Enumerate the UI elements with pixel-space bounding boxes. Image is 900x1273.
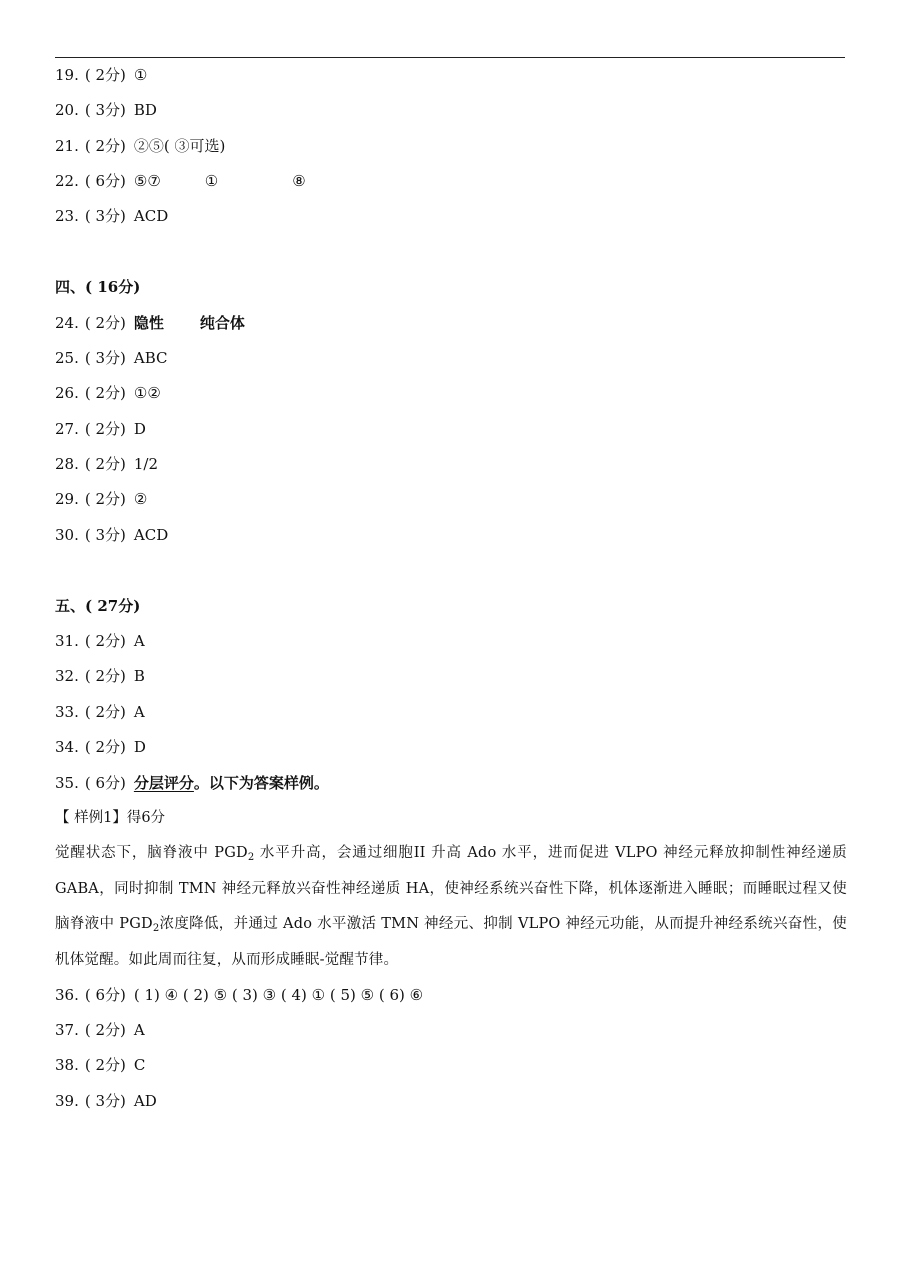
answer: 隐性 <box>133 314 164 332</box>
answer: D <box>133 738 146 756</box>
answer-26 <box>55 383 161 403</box>
answer-29 <box>55 489 147 509</box>
answer: ⑤⑦ <box>133 172 161 190</box>
answer: ABC <box>133 349 168 367</box>
sample-text-part-2: 水平升高，会通过细胞II 升高 Ado 水平，进而促进 VLPO 神经元释放抑制性神经递质 GABA，同时抑制 TMN 神经元释放兴奋性神经递质 HA，使神经系统兴奋性下降，机体逐渐进入睡眠；而睡眠过程又使脑脊液中 PGD <box>55 845 847 932</box>
question-number: 35. <box>55 774 79 792</box>
points: ( 3分) <box>84 1092 126 1110</box>
answer: 1/2 <box>133 455 159 473</box>
sample-label: 【 样例1】得6分 <box>55 810 166 826</box>
answer-20 <box>55 100 157 120</box>
points: ( 6分) <box>84 172 126 190</box>
answer-27 <box>55 419 146 439</box>
answer-21 <box>55 136 225 156</box>
question-number: 33. <box>55 703 79 721</box>
answer-blank-3: ⑧ <box>292 172 306 190</box>
points: ( 2分) <box>84 384 126 402</box>
answer-19 <box>55 65 147 85</box>
answer: ② <box>133 490 148 508</box>
points: ( 2分) <box>84 1021 126 1039</box>
question-number: 25. <box>55 349 79 367</box>
answer-28 <box>55 454 158 474</box>
answer-38 <box>55 1055 145 1075</box>
answer-blank-2: 纯合体 <box>199 314 245 332</box>
question-number: 29. <box>55 490 79 508</box>
answer: A <box>133 703 145 721</box>
answer-33 <box>55 702 145 722</box>
question-number: 36. <box>55 986 79 1004</box>
question-number: 38. <box>55 1056 79 1074</box>
answer-39 <box>55 1091 157 1111</box>
answer-blank-2: ① <box>204 172 219 190</box>
points: ( 2分) <box>84 420 126 438</box>
answer: ①② <box>133 384 161 402</box>
answer: ① <box>133 66 148 84</box>
subscript: 2 <box>152 923 160 934</box>
answer-22 <box>55 171 306 191</box>
answer-32 <box>55 666 145 686</box>
question-number: 37. <box>55 1021 79 1039</box>
answer-36 <box>55 985 423 1005</box>
question-number: 31. <box>55 632 79 650</box>
points: ( 2分) <box>84 66 126 84</box>
question-number: 30. <box>55 526 79 544</box>
subscript: 2 <box>247 852 255 863</box>
question-number: 28. <box>55 455 79 473</box>
top-rule <box>55 57 845 58</box>
points: ( 6分) <box>84 986 126 1004</box>
scoring-method: 分层评分 <box>133 774 194 792</box>
section-4-heading: 四、( 16分) <box>55 278 141 296</box>
scoring-note: 。以下为答案样例。 <box>193 774 329 792</box>
points: ( 2分) <box>84 137 126 155</box>
answer-25 <box>55 348 168 368</box>
answer: A <box>133 1021 145 1039</box>
question-number: 27. <box>55 420 79 438</box>
question-number: 24. <box>55 314 79 332</box>
answer: A <box>133 632 145 650</box>
question-number: 20. <box>55 101 79 119</box>
question-number: 39. <box>55 1092 79 1110</box>
answer: AD <box>133 1092 157 1110</box>
points: ( 2分) <box>84 703 126 721</box>
points: ( 6分) <box>84 774 126 792</box>
answer: C <box>133 1056 146 1074</box>
question-number: 21. <box>55 137 79 155</box>
answer-35 <box>55 773 329 793</box>
answer: BD <box>133 101 157 119</box>
question-number: 23. <box>55 207 79 225</box>
section-5-heading: 五、( 27分) <box>55 597 141 615</box>
points: ( 2分) <box>84 738 126 756</box>
answer-34 <box>55 737 146 757</box>
question-number: 32. <box>55 667 79 685</box>
answer-23 <box>55 206 168 226</box>
sample-text-part-1: 觉醒状态下，脑脊液中 PGD <box>55 845 248 861</box>
points: ( 2分) <box>84 455 126 473</box>
answer-24 <box>55 313 245 333</box>
points: ( 2分) <box>84 490 126 508</box>
sample-text-part-3: 浓度降低，并通过 Ado 水平激活 TMN 神经元、抑制 VLPO 神经元功能，从而提升神经系统兴奋性，使机体觉醒。如此周而往复，从而形成睡眠-觉醒节律。 <box>55 916 847 968</box>
points: ( 2分) <box>84 314 126 332</box>
answer: ACD <box>133 207 169 225</box>
points: ( 3分) <box>84 526 126 544</box>
points: ( 3分) <box>84 207 126 225</box>
points: ( 2分) <box>84 632 126 650</box>
answer: D <box>133 420 146 438</box>
question-number: 22. <box>55 172 79 190</box>
answer: ACD <box>133 526 169 544</box>
question-number: 19. <box>55 66 79 84</box>
points: ( 3分) <box>84 101 126 119</box>
question-number: 26. <box>55 384 79 402</box>
sample-answer-text <box>55 836 847 978</box>
points: ( 2分) <box>84 1056 126 1074</box>
answer-30 <box>55 525 168 545</box>
question-number: 34. <box>55 738 79 756</box>
answer-37 <box>55 1020 145 1040</box>
answer: ( 1) ④ ( 2) ⑤ ( 3) ③ ( 4) ① ( 5) ⑤ ( 6) ⑥ <box>133 986 424 1004</box>
answer-31 <box>55 631 145 651</box>
points: ( 2分) <box>84 667 126 685</box>
answer: B <box>133 667 145 685</box>
answer: ②⑤( ③可选) <box>133 137 226 155</box>
points: ( 3分) <box>84 349 126 367</box>
